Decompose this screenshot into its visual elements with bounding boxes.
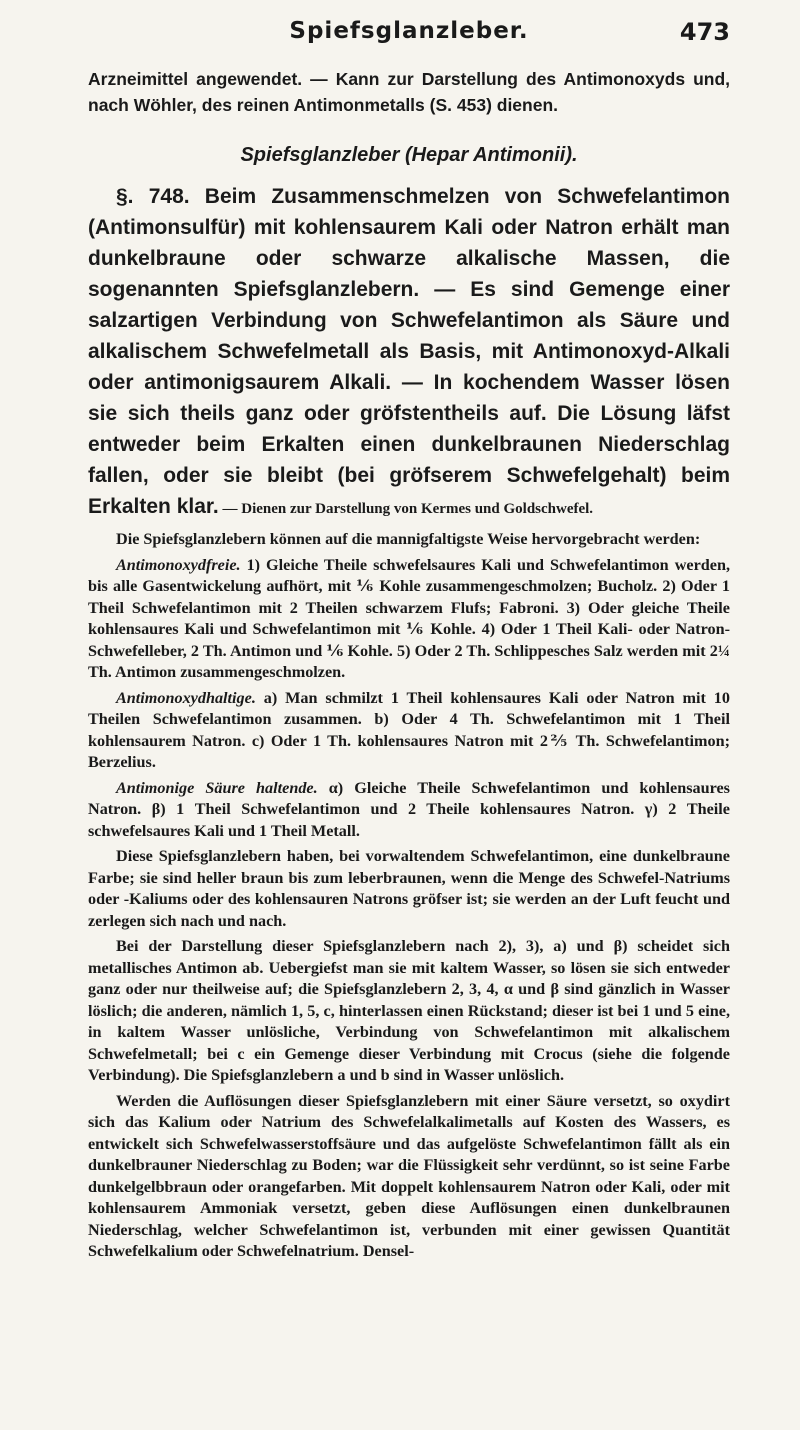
paragraph-label: Antimonoxydhaltige.: [116, 688, 256, 707]
page-header: [88, 14, 730, 66]
main-paragraph-text: §. 748. Beim Zusammenschmelzen von Schwefelantimon (Antimonsulfür) mit kohlensaurem Kali oder Natron erhält man dunkelbraune oder schwarze alkalische Massen, die sogenannten Spiefsglanzlebern. — Es sind Gemenge einer salzartigen Verbindung von Schwefelantimon als Säure und alkalischem Schwefelmetall als Basis, mit Antimonoxyd-Alkali oder antimonigsaurem Alkali. — In kochendem Wasser lösen sie sich theils ganz oder gröfstentheils auf. Die Lösung läfst entweder beim Erkalten einen dunkelbraunen Niederschlag fallen, oder sie bleibt (bei gröfserem Schwefelgehalt) beim Erkalten klar.: [88, 185, 730, 518]
body-paragraph-2: [88, 555, 730, 684]
body-paragraph-1: [88, 529, 730, 551]
main-paragraph-tail: — Dienen zur Darstellung von Kermes und Goldschwefel.: [218, 501, 594, 517]
body-paragraph-5: [88, 846, 730, 932]
paragraph-text: α) Gleiche Theile Schwefelantimon und kohlensaures Natron. β) 1 Theil Schwefelantimon und 2 Theile kohlensaures Natron. γ) 2 Theile schwefelsaures Kali und 1 Theil Metall.: [88, 778, 730, 840]
paragraph-text: 1) Gleiche Theile schwefelsaures Kali und Schwefelantimon werden, bis alle Gasentwickelung aufhört, mit ⅙ Kohle zusammengeschmolzen; Bucholz. 2) Oder 1 Theil Schwefelantimon mit 2 Theilen schwarzem Flufs; Fabroni. 3) Oder gleiche Theile kohlensaures Kali und Schwefelantimon mit ⅙ Kohle. 4) Oder 1 Theil Kali- oder Natron-Schwefelleber, 2 Th. Antimon und ⅙ Kohle. 5) Oder 2 Th. Schlippesches Salz werden mit 2¼ Th. Antimon zusammengeschmolzen.: [88, 555, 730, 681]
paragraph-text: Diese Spiefsglanzlebern haben, bei vorwaltendem Schwefelantimon, eine dunkelbraune Farbe; sie sind heller braun bis zum leberbraunen, wenn die Menge des Schwefel-Natriums oder -Kaliums oder des kohlensauren Natrons gröfser ist; sie werden an der Luft feucht und zerlegen sich nach und nach.: [88, 847, 730, 930]
main-paragraph: [88, 181, 730, 525]
section-heading: Spiefsglanzleber (Hepar Antimonii).: [240, 144, 578, 166]
body-paragraph-4: [88, 778, 730, 843]
paragraph-text: Die Spiefsglanzlebern können auf die mannigfaltigste Weise hervorgebracht werden:: [116, 530, 701, 548]
paragraph-label: Antimonoxydfreie.: [116, 555, 241, 574]
intro-paragraph: Arzneimittel angewendet. — Kann zur Darstellung des Antimonoxyds und, nach Wöhler, des reinen Antimonmetalls (S. 453) dienen.: [88, 69, 730, 115]
paragraph-text: Werden die Auflösungen dieser Spiefsglanzlebern mit einer Säure versetzt, so oxydirt sich das Kalium oder Natrium des Schwefelalkalimetalls auf Kosten des Wassers, es entwickelt sich Schwefelwasserstoffsäure und das aufgelöste Schwefelantimon fällt als ein dunkelbrauner Niederschlag zu Boden; war die Flüssigkeit sehr verdünnt, so ist seine Farbe dunkelgelbbraun oder orangefarben. Mit doppelt kohlensaurem Natron oder Kali, oder mit kohlensaurem Ammoniak versetzt, geben diese Auflösungen einen dunkelbraunen Niederschlag, welcher Schwefelantimon ist, verbunden mit einer gewissen Quantität Schwefelkalium oder Schwefelnatrium. Densel-: [88, 1091, 730, 1260]
paragraph-label: Antimonige Säure haltende.: [116, 778, 318, 797]
page-number: 473: [679, 18, 730, 46]
body-paragraph-6: [88, 936, 730, 1087]
body-paragraph-3: [88, 688, 730, 774]
running-title: Spiefsglanzleber.: [289, 18, 529, 44]
body-paragraph-7: [88, 1091, 730, 1263]
paragraph-text: Bei der Darstellung dieser Spiefsglanzlebern nach 2), 3), a) und β) scheidet sich metallisches Antimon ab. Uebergiefst man sie mit kaltem Wasser, so lösen sie sich entweder ganz oder nur theilweise auf; die Spiefsglanzlebern 2, 3, 4, α und β sind gänzlich in Wasser löslich; die anderen, nämlich 1, 5, c, hinterlassen einen Rückstand; dieser ist bei 1 und 5 eine, in kaltem Wasser unlösliche, Verbindung von Schwefelantimon mit alkalischem Schwefelmetall; bei c ein Gemenge dieser Verbindung mit Crocus (siehe die folgende Verbindung). Die Spiefsglanzlebern a und b sind in Wasser unlöslich.: [88, 937, 730, 1084]
paragraph-text: a) Man schmilzt 1 Theil kohlensaures Kali oder Natron mit 10 Theilen Schwefelantimon zusammen. b) Oder 4 Th. Schwefelantimon mit 1 Theil kohlensaurem Natron. c) Oder 1 Th. kohlensaures Natron mit 2⅖ Th. Schwefelantimon; Berzelius.: [88, 688, 730, 771]
